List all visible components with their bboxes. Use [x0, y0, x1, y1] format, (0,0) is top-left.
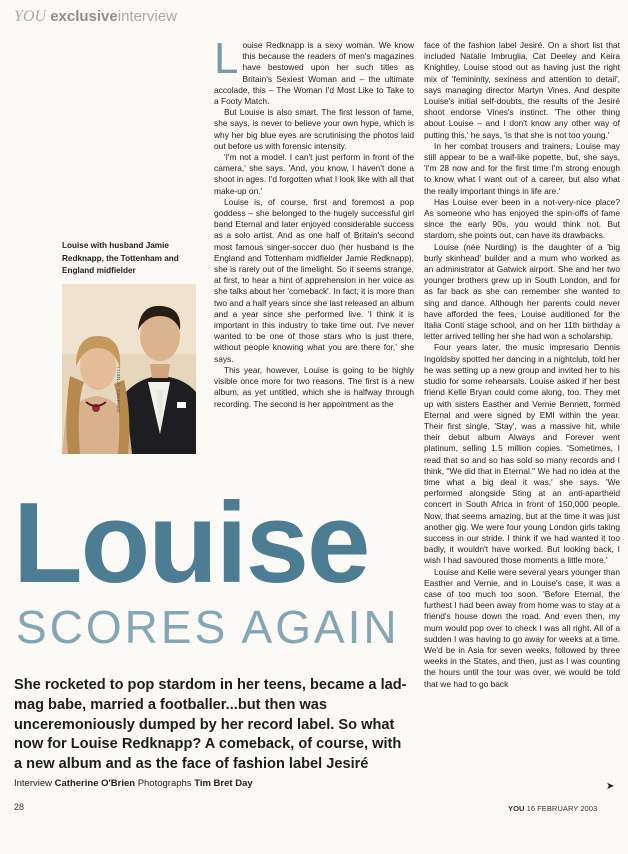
footer-issue: [508, 804, 597, 813]
byline-photo-label: Photographs: [137, 778, 192, 789]
article-paragraph: Louise is, of course, first and foremost a pop goddess – she belonged to the hugely successful girl band Eternal and later enjoyed considerable success as a solo artist. And as one half of Britain's second most famous singer-soccer duo (her husband is the England and Tottenham midfielder Jamie Redknapp), she is rarely out of the limelight. So it seems strange, at first, to hear a hint of apprehension in her voice as she talks about her 'comeback'. In fact, it is more than two and a half years since she last released an album and a year since she performed live. 'I think it is important in this industry to take time out. I've never wanted to be one of those stars who is just there, without people knowing what you are there for,' she says.: [214, 196, 414, 364]
article-paragraph: This year, however, Louise is going to be highly visible once more for two reasons. The first is a new album, as yet untitled, which she is halfway through recording. The second is her appointment as the: [214, 364, 414, 409]
article-column-1: [214, 40, 414, 460]
byline: [14, 778, 253, 789]
byline-interview-name: Catherine O'Brien: [54, 778, 136, 789]
continue-arrow-icon: ➤: [606, 781, 615, 792]
article-paragraph: Four years later, the music impresario Dennis Ingoldsby spotted her dancing in a nightclub, told her he was setting up a new group and invited her to his studio for some rehearsals. Louise asked if her best friend Kelle Bryan could come along, too. They met up with sisters Easther and Vernie Bennett, formed Eternal and were signed by EMI within the year. Their first single, 'Stay', was a massive hit, while their debut album Always and Forever went platinum, selling 1.5 million copies. 'Sometimes, I read that so and so has sold so many records and I think, "We did that in Eternal." We had no idea at the time what a big deal it was,' she says. 'We performed alongside Sting at an anti-apartheid concert in South Africa in front of 150,000 people. Now, that seems amazing, but at the time it was just another gig. We were four young London girls taking success in our stride. I think if we had wanted it too badly, it wouldn't have worked. But looking back, I wish I had savoured those moments a little more.': [424, 342, 620, 566]
headline-main: Louise: [13, 480, 369, 607]
article-paragraph: In her combat trousers and trainers, Louise may still appear to be a waif-like popette, but, she says, 'I'm 28 now and for the first time I'm strong enough to know what I want out of a career, but also what the really important things in life are.': [424, 140, 620, 196]
photo-caption: Louise with husband Jamie Redknapp, the Tottenham and England midfielder: [62, 241, 179, 275]
couple-photo-illustration: [62, 284, 196, 454]
article-paragraph: Louise (née Nurding) is the daughter of a 'big burly skinhead' builder and a mum who worked as an administrator at Gatwick airport. She and her two younger brothers grew up in South London, and for as far back as she can remember she wanted to sing and dance. Although her parents could never have afforded the fees, Louise auditioned for the Italia Conti stage school, and on her 11th birthday a letter arrived telling her she had won a scholarship.: [424, 241, 620, 342]
couple-photo: [62, 284, 196, 454]
article-paragraph: Has Louise ever been in a not-very-nice place? As someone who has enjoyed the spin-offs of fame since the early 90s, you would think not. But stardom, she points out, can have its drawbacks.: [424, 196, 620, 241]
footer-magazine: YOU: [508, 804, 525, 813]
header-exclusive: exclusive: [50, 8, 118, 25]
article-paragraph: ouise Redknapp is a sexy woman. We know this because the readers of men's magazines have bestowed upon her such titles as Britain's Sexiest Woman and – the ultimate accolade, this – The Woman I'd Most Like to Take to a Footy Match.: [214, 40, 414, 107]
article-column-2: [424, 40, 620, 816]
headline-sub: SCORES AGAIN: [16, 601, 400, 653]
standfirst: She rocketed to pop stardom in her teens, became a lad-mag babe, married a footballer...but then was unceremoniously dumped by her record label. So what now for Louise Redknapp? A comeback, of course, with a new album and as the face of fashion label Jesiré: [14, 677, 407, 773]
article-paragraph: Louise and Kelle were several years younger than Easther and Vernie, and in Louise's case, it was a case of too much too soon. 'Before Eternal, the furthest I had been away from home was to stay at a friend's house down the road. And even then, my mum would pop over to check I was all right. All of a sudden I was having to go away for weeks at a time. We'd be in Asia for seven weeks, followed by three weeks in the States, and then, just as I was counting the hours until the tour was over, we would be told that we had to go back: [424, 566, 620, 689]
page-number: 28: [14, 802, 25, 812]
header-interview: interview: [117, 8, 177, 25]
photo-credit: DOMINIC O'NEILL: [116, 364, 121, 412]
header-you: YOU: [14, 8, 47, 25]
article-paragraph: 'I'm not a model. I can't just perform in front of the camera,' she says. 'And, you know, I haven't done a shoot in ages. I'd forgotten what I look like with all that make-up on.': [214, 152, 414, 196]
article-paragraph: face of the fashion label Jesiré. On a short list that included Natalie Imbruglia, Cat Deeley and Keira Knightley, Louise stood out as having just the right mix of 'femininity, sexiness and attention to detail', says managing director Martyn Vines. And despite Louise's initial self-doubts, the results of the Jesiré shoot endorse Vines's instinct. 'The other thing about Louise – and I don't know any other way of putting this,' he says, 'is that she is not too young.': [424, 40, 620, 140]
footer-date: 16 FEBRUARY 2003: [526, 804, 598, 813]
drop-cap: L: [214, 40, 239, 83]
byline-interview-label: Interview: [14, 778, 53, 789]
article-paragraph: But Louise is also smart. The first lesson of fame, she says, is never to believe your own hype, which is why her big blue eyes are scrutinising the photos laid out before us with forensic intensity.: [214, 107, 414, 151]
section-header: [14, 8, 177, 26]
byline-photo-name: Tim Bret Day: [194, 778, 253, 789]
